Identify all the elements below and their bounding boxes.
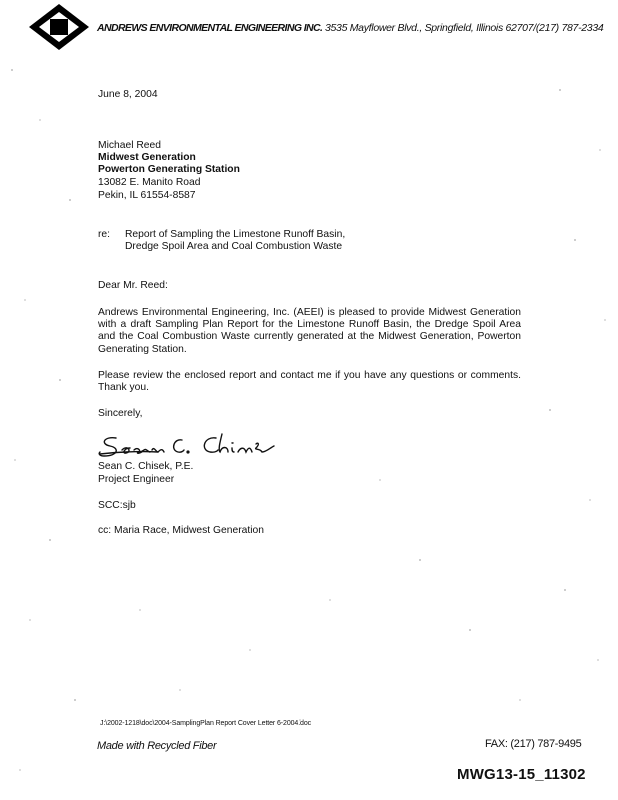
signer-name: Sean C. Chisek, P.E. xyxy=(98,461,194,472)
recipient-city: Pekin, IL 61554-8587 xyxy=(98,190,196,201)
re-label: re: xyxy=(98,229,111,240)
company-address: 3535 Mayflower Blvd., Springfield, Illinois 62707/(217) 787-2334 xyxy=(324,22,604,34)
recycled-note: Made with Recycled Fiber xyxy=(97,740,217,752)
signer-title: Project Engineer xyxy=(98,474,175,485)
salutation: Dear Mr. Reed: xyxy=(98,280,168,291)
company-logo xyxy=(28,3,90,51)
re-line-1: Report of Sampling the Limestone Runoff Basin, xyxy=(125,229,346,240)
recipient-station: Powerton Generating Station xyxy=(98,164,240,175)
letter-date: June 8, 2004 xyxy=(98,89,158,100)
body-paragraph-2: Please review the enclosed report and contact me if you have any questions or comments. Thank you. xyxy=(98,370,521,394)
handwritten-signature xyxy=(98,430,288,462)
recipient-street: 13082 E. Manito Road xyxy=(98,177,201,188)
initials: SCC:sjb xyxy=(98,500,136,511)
body-paragraph-1: Andrews Environmental Engineering, Inc. (AEEI) is pleased to provide Midwest Generation with a draft Sampling Plan Report for the Limestone Runoff Basin, the Dredge Spoil Area and the Coal Combustion Waste currently generated at the Midwest Generation, Powerton Generating Station. xyxy=(98,307,521,355)
fax-number: FAX: (217) 787-9495 xyxy=(485,738,582,750)
bates-number: MWG13-15_11302 xyxy=(457,766,586,783)
re-line-2: Dredge Spoil Area and Coal Combustion Waste xyxy=(125,241,343,252)
closing: Sincerely, xyxy=(98,408,143,419)
recipient-company: Midwest Generation xyxy=(98,152,196,163)
recipient-name: Michael Reed xyxy=(98,140,161,151)
file-path: J:\2002-1218\doc\2004-SamplingPlan Report Cover Letter 6-2004.doc xyxy=(100,720,312,727)
company-name: ANDREWS ENVIRONMENTAL ENGINEERING INC. xyxy=(97,22,323,34)
letterhead xyxy=(97,22,603,34)
cc-line: cc: Maria Race, Midwest Generation xyxy=(98,525,264,536)
